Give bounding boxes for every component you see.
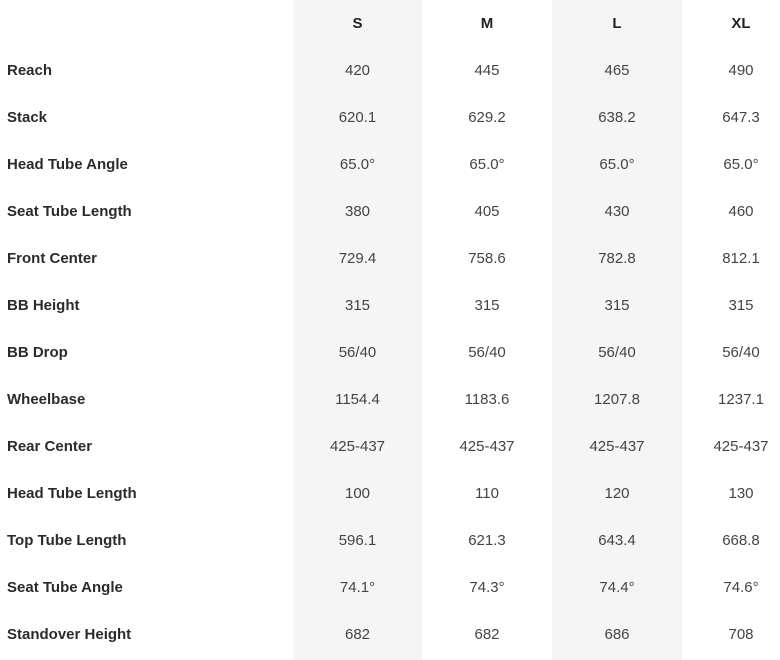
cell-xl: 65.0° xyxy=(723,156,759,173)
cell-xl: 425-437 xyxy=(713,438,769,455)
cell-m: 1183.6 xyxy=(464,391,510,408)
cell-m: 74.3° xyxy=(469,579,505,596)
cell-l: 686 xyxy=(604,626,630,643)
cell-s: 56/40 xyxy=(338,344,377,361)
cell-m: 405 xyxy=(474,203,500,220)
cell-xl: 1237.1 xyxy=(718,391,764,408)
cell-l: 56/40 xyxy=(598,344,636,361)
cell-s: 596.1 xyxy=(338,532,377,549)
cell-m: 65.0° xyxy=(469,156,505,173)
row-label: Stack xyxy=(7,109,48,126)
row-label: BB Drop xyxy=(7,344,68,361)
cell-m: 56/40 xyxy=(468,344,506,361)
cell-xl: 668.8 xyxy=(722,532,760,549)
cell-xl: 315 xyxy=(728,297,754,314)
header-corner xyxy=(0,0,293,47)
cell-xl: 647.3 xyxy=(722,109,760,126)
cell-m: 758.6 xyxy=(468,250,506,267)
row-label: Front Center xyxy=(7,250,97,267)
cell-s: 425-437 xyxy=(329,438,386,455)
cell-l: 74.4° xyxy=(599,579,635,596)
cell-l: 65.0° xyxy=(599,156,635,173)
cell-m: 621.3 xyxy=(468,532,506,549)
column-header-xl: XL xyxy=(731,15,751,32)
row-label: Standover Height xyxy=(7,626,132,643)
cell-l: 430 xyxy=(604,203,630,220)
row-label: Seat Tube Angle xyxy=(7,579,123,596)
cell-xl: 490 xyxy=(728,62,754,79)
row-label: Reach xyxy=(7,62,53,79)
cell-xl: 812.1 xyxy=(722,250,760,267)
row-label: Head Tube Length xyxy=(7,485,137,502)
row-label: Wheelbase xyxy=(7,391,86,408)
row-label: Rear Center xyxy=(7,438,93,455)
cell-s: 65.0° xyxy=(339,156,376,173)
column-header-s: S xyxy=(352,15,363,32)
cell-xl: 56/40 xyxy=(722,344,760,361)
cell-xl: 460 xyxy=(728,203,754,220)
cell-m: 629.2 xyxy=(468,109,506,126)
row-label: Head Tube Angle xyxy=(7,156,128,173)
cell-m: 682 xyxy=(474,626,500,643)
cell-xl: 74.6° xyxy=(723,579,759,596)
column-header-m: M xyxy=(480,15,494,32)
cell-l: 782.8 xyxy=(598,250,636,267)
cell-s: 420 xyxy=(344,62,371,79)
cell-s: 1154.4 xyxy=(335,391,380,408)
cell-l: 1207.8 xyxy=(594,391,640,408)
cell-m: 445 xyxy=(474,62,500,79)
cell-s: 620.1 xyxy=(338,109,377,126)
cell-m: 110 xyxy=(475,485,499,502)
cell-s: 729.4 xyxy=(338,250,377,267)
cell-s: 74.1° xyxy=(339,579,376,596)
row-label: BB Height xyxy=(7,297,80,314)
cell-m: 425-437 xyxy=(459,438,515,455)
column-header-l: L xyxy=(612,15,622,32)
cell-l: 465 xyxy=(604,62,630,79)
cell-l: 643.4 xyxy=(598,532,636,549)
cell-s: 100 xyxy=(344,485,371,502)
cell-s: 315 xyxy=(344,297,371,314)
cell-l: 638.2 xyxy=(598,109,636,126)
cell-l: 120 xyxy=(604,485,630,502)
row-label: Top Tube Length xyxy=(7,532,127,549)
cell-m: 315 xyxy=(474,297,500,314)
row-label: Seat Tube Length xyxy=(7,203,132,220)
cell-s: 682 xyxy=(344,626,371,643)
cell-l: 425-437 xyxy=(589,438,645,455)
cell-l: 315 xyxy=(604,297,630,314)
cell-xl: 708 xyxy=(728,626,754,643)
cell-s: 380 xyxy=(344,203,371,220)
cell-xl: 130 xyxy=(728,485,754,502)
